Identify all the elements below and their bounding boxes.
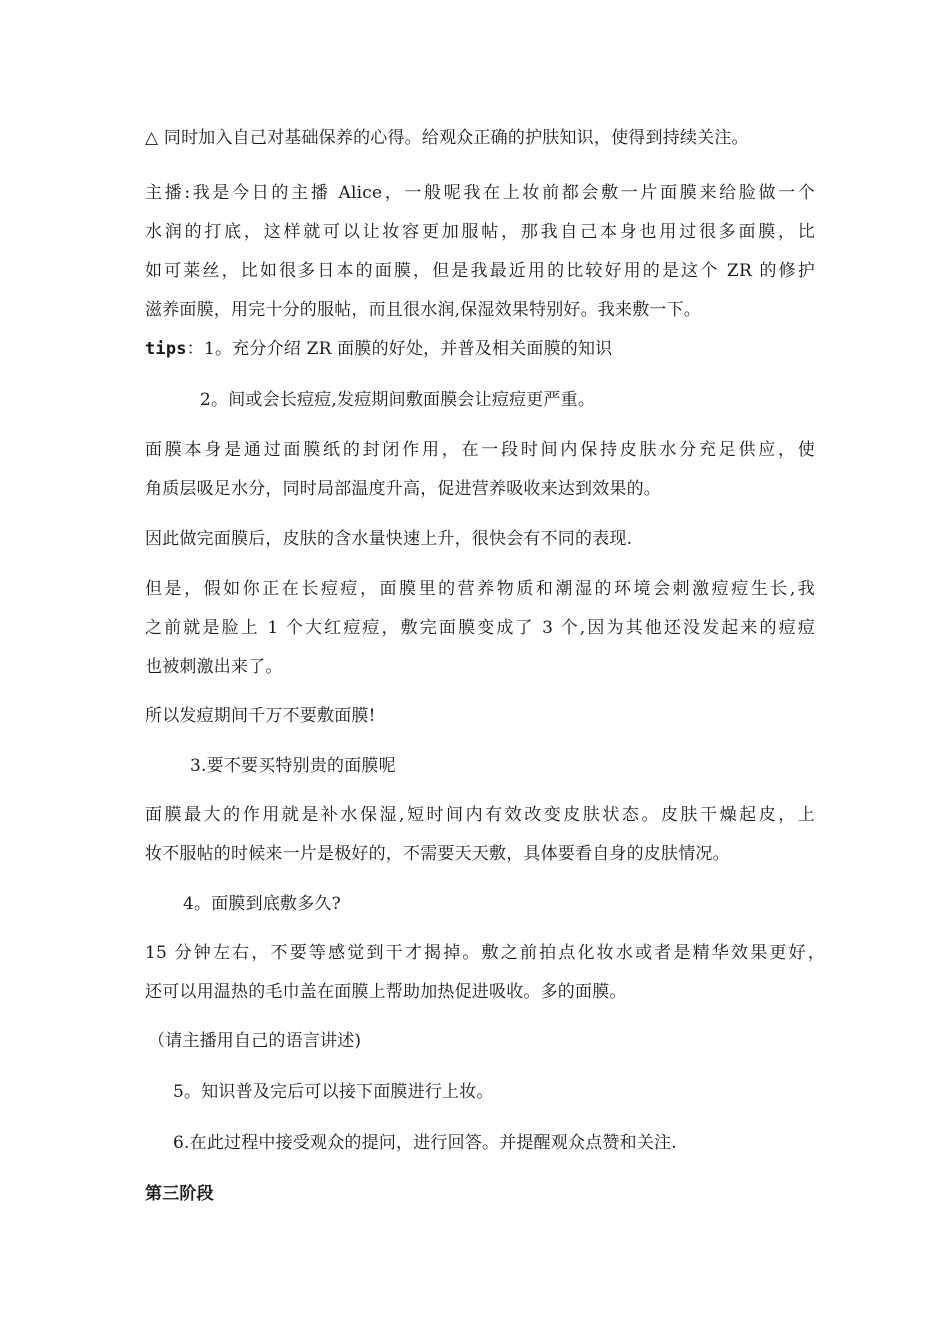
text-line: 还可以用温热的毛巾盖在面膜上帮助加热促进吸收。多的面膜。 [145, 982, 627, 1002]
text-line: 妆不服帖的时候来一片是极好的，不需要天天敷，具体要看自身的皮肤情况。 [145, 844, 730, 864]
paragraph-host-script [145, 174, 815, 330]
paragraph-acne-conclusion [145, 697, 815, 736]
paragraph-tip-3 [190, 747, 790, 786]
text-line: 如可莱丝，比如很多日本的面膜，但是我最近用的比较好用的是这个 ZR 的修护 [145, 261, 815, 281]
paragraph-host-note [148, 1022, 818, 1061]
tips-label: tips [145, 339, 187, 359]
heading-text: 第三阶段 [145, 1184, 214, 1204]
text-line: 水润的打底，这样就可以让妆容更加服帖，那我自己本身也用过很多面膜，比 [145, 222, 815, 242]
text-line: 也被刺激出来了。 [145, 657, 283, 677]
text-line: 主播:我是今日的主播 Alice，一般呢我在上妆前都会敷一片面膜来给脸做一个 [145, 183, 815, 203]
text-line: 15 分钟左右，不要等感觉到干才揭掉。敷之前拍点化妆水或者是精华效果更好， [145, 943, 825, 963]
text-line: 角质层吸足水分，同时局部温度升高，促进营养吸收来达到效果的。 [145, 479, 661, 499]
paragraph-tips [145, 330, 815, 369]
paragraph-step-6 [173, 1124, 793, 1163]
paragraph-tip-4 [183, 885, 783, 924]
text-line: 4。面膜到底敷多久? [183, 894, 341, 914]
text-line: 之前就是脸上 1 个大红痘痘，敷完面膜变成了 3 个,因为其他还没发起来的痘痘 [145, 618, 815, 638]
tips-text: ：1。充分介绍 ZR 面膜的好处，并普及相关面膜的知识 [186, 339, 613, 359]
text-line: 但是，假如你正在长痘痘，面膜里的营养物质和潮湿的环境会刺激痘痘生长,我 [145, 579, 815, 599]
text-line: 6.在此过程中接受观众的提问，进行回答。并提醒观众点赞和关注. [173, 1133, 677, 1153]
paragraph-step-5 [173, 1073, 793, 1112]
section-heading [145, 1175, 815, 1214]
paragraph-effect [145, 520, 815, 559]
paragraph-duration [145, 934, 825, 1012]
text-line: 面膜最大的作用就是补水保湿,短时间内有效改变皮肤状态。皮肤干燥起皮，上 [145, 805, 815, 825]
paragraph-intro [145, 119, 825, 158]
paragraph-tip-2 [200, 381, 800, 420]
text-line: 滋养面膜，用完十分的服帖，而且很水润,保湿效果特别好。我来敷一下。 [145, 300, 702, 320]
text-line: 面膜本身是通过面膜纸的封闭作用，在一段时间内保持皮肤水分充足供应，使 [145, 440, 815, 460]
text-line: △ 同时加入自己对基础保养的心得。给观众正确的护肤知识，使得到持续关注。 [145, 128, 749, 148]
text-line: 2。间或会长痘痘,发痘期间敷面膜会让痘痘更严重。 [200, 390, 596, 410]
text-line [145, 330, 815, 369]
text-line: 因此做完面膜后，皮肤的含水量快速上升，很快会有不同的表现. [145, 529, 633, 549]
text-line: 5。知识普及完后可以接下面膜进行上妆。 [173, 1082, 494, 1102]
paragraph-mask-principle [145, 431, 815, 509]
paragraph-acne-warning [145, 570, 815, 687]
text-line: 所以发痘期间千万不要敷面膜! [145, 706, 376, 726]
paragraph-mask-function [145, 796, 815, 874]
text-line: 3.要不要买特别贵的面膜呢 [190, 756, 396, 776]
text-line: （请主播用自己的语言讲述) [148, 1031, 362, 1051]
